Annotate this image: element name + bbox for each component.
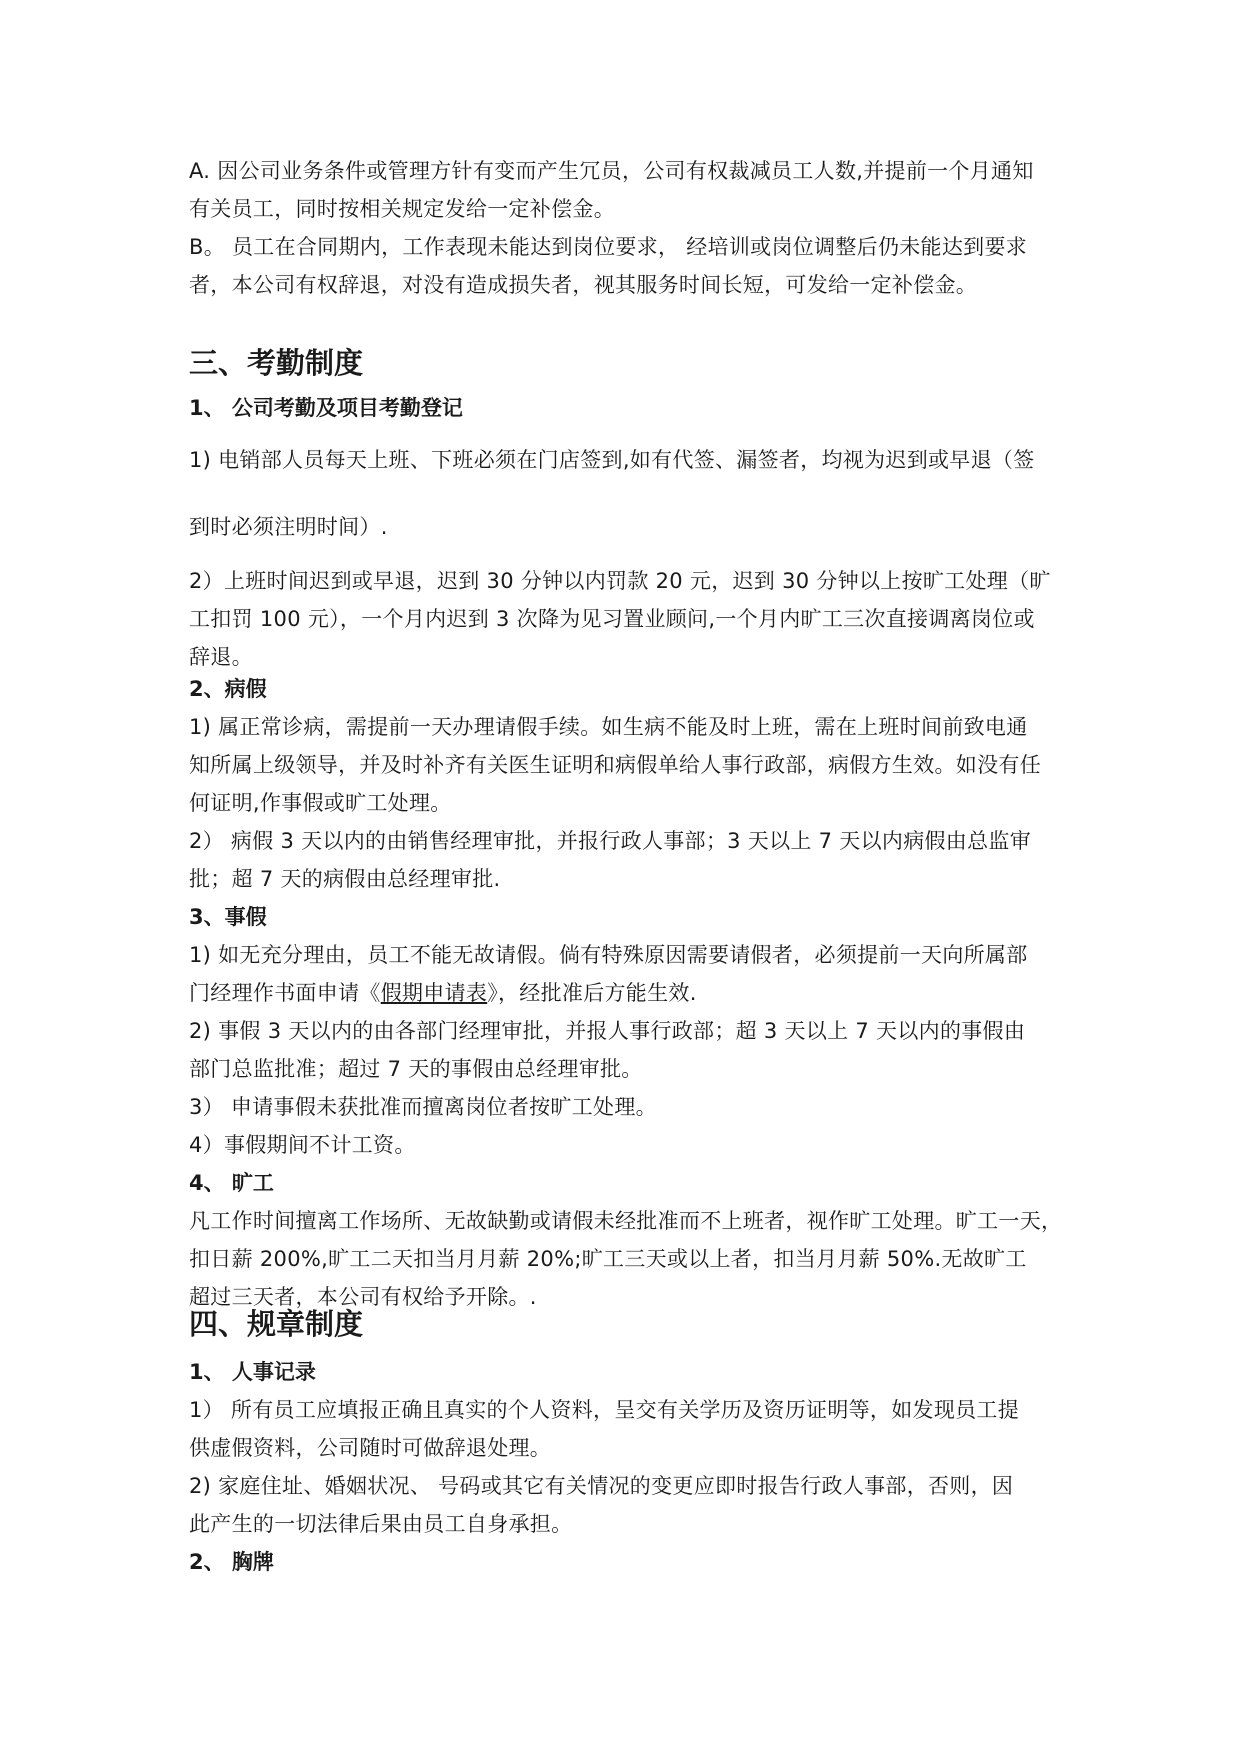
text-line: 辞退。 [189, 645, 253, 669]
text-line: 1) 属正常诊病，需提前一天办理请假手续。如生病不能及时上班，需在上班时间前致电通 [189, 715, 1028, 739]
paragraph-late-penalty [189, 562, 1059, 676]
text-line: 超过三天者，本公司有权给予开除。. [189, 1285, 537, 1309]
text-fragment: 门经理作书面申请《 [189, 981, 381, 1005]
text-line: 2) 家庭住址、婚姻状况、 号码或其它有关情况的变更应即时报告行政人事部，否则，因 [189, 1474, 1014, 1498]
section-heading-regulations: 四、规章制度 [189, 1307, 364, 1341]
text-line: 有关员工，同时按相关规定发给一定补偿金。 [189, 197, 615, 221]
paragraph-signin [189, 441, 1059, 479]
paragraph-sick-leave-approval [189, 822, 1059, 898]
text-line: 凡工作时间擅离工作场所、无故缺勤或请假未经批准而不上班者，视作旷工处理。旷工一天， [189, 1209, 1063, 1233]
text-line: 知所属上级领导，并及时补齐有关医生证明和病假单给人事行政部，病假方生效。如没有任 [189, 753, 1041, 777]
subheading-absenteeism: 4、 旷工 [189, 1171, 274, 1195]
subheading-personal-leave: 3、事假 [189, 905, 267, 929]
section-heading-attendance: 三、考勤制度 [189, 346, 364, 380]
text-line: 部门总监批准；超过 7 天的事假由总经理审批。 [189, 1057, 643, 1081]
paragraph-personal-leave-request [189, 936, 1059, 1012]
text-line: 3） 申请事假未获批准而擅离岗位者按旷工处理。 [189, 1095, 657, 1119]
text-line: 供虚假资料，公司随时可做辞退处理。 [189, 1436, 552, 1460]
subheading-attendance-registration: 1、 公司考勤及项目考勤登记 [189, 396, 463, 420]
text-line: A. 因公司业务条件或管理方针有变而产生冗员，公司有权裁减员工人数,并提前一个月通知 [189, 159, 1034, 183]
text-line: 4）事假期间不计工资。 [189, 1133, 416, 1157]
text-line: 到时必须注明时间）. [189, 515, 388, 539]
text-fragment: 》，经批准后方能生效. [487, 981, 697, 1005]
paragraph-layoff [189, 152, 1059, 228]
text-line: 扣日薪 200%,旷工二天扣当月月薪 20%;旷工三天或以上者，扣当月月薪 50%.无故旷工 [189, 1247, 1027, 1271]
text-line: 工扣罚 100 元），一个月内迟到 3 次降为见习置业顾问,一个月内旷工三次直接调离岗位或 [189, 607, 1035, 631]
paragraph-dismissal [189, 228, 1059, 304]
text-line: 批；超 7 天的病假由总经理审批. [189, 867, 501, 891]
text-line: 1) 如无充分理由，员工不能无故请假。倘有特殊原因需要请假者，必须提前一天向所属部 [189, 943, 1028, 967]
text-line: 2） 病假 3 天以内的由销售经理审批，并报行政人事部；3 天以上 7 天以内病假由总监审 [189, 829, 1031, 853]
paragraph-sick-leave-procedure [189, 708, 1059, 822]
text-line: 此产生的一切法律后果由员工自身承担。 [189, 1512, 573, 1536]
text-line: 1） 所有员工应填报正确且真实的个人资料，呈交有关学历及资历证明等，如发现员工提 [189, 1398, 1020, 1422]
text-line: 何证明,作事假或旷工处理。 [189, 791, 452, 815]
text-line-with-form-name [189, 974, 1059, 1012]
subheading-badge: 2、 胸牌 [189, 1550, 274, 1574]
text-line: 2）上班时间迟到或早退，迟到 30 分钟以内罚款 20 元，迟到 30 分钟以上按旷工处理（旷 [189, 569, 1051, 593]
paragraph-absenteeism [189, 1202, 1063, 1316]
text-line: 1) 电销部人员每天上班、下班必须在门店签到,如有代签、漏签者，均视为迟到或早退（签 [189, 448, 1035, 472]
text-line: B。 员工在合同期内，工作表现未能达到岗位要求， 经培训或岗位调整后仍未能达到要求 [189, 235, 1028, 259]
paragraph-signin-continued [189, 508, 1059, 546]
paragraph-personnel-records [189, 1391, 1059, 1543]
leave-form-name: 假期申请表 [380, 981, 488, 1005]
paragraph-personal-leave-approval [189, 1012, 1059, 1164]
text-line: 2) 事假 3 天以内的由各部门经理审批，并报人事行政部；超 3 天以上 7 天以内的事假由 [189, 1019, 1026, 1043]
subheading-personnel-records: 1、 人事记录 [189, 1360, 316, 1384]
subheading-sick-leave: 2、病假 [189, 677, 267, 701]
text-line: 者，本公司有权辞退，对没有造成损失者，视其服务时间长短，可发给一定补偿金。 [189, 273, 978, 297]
